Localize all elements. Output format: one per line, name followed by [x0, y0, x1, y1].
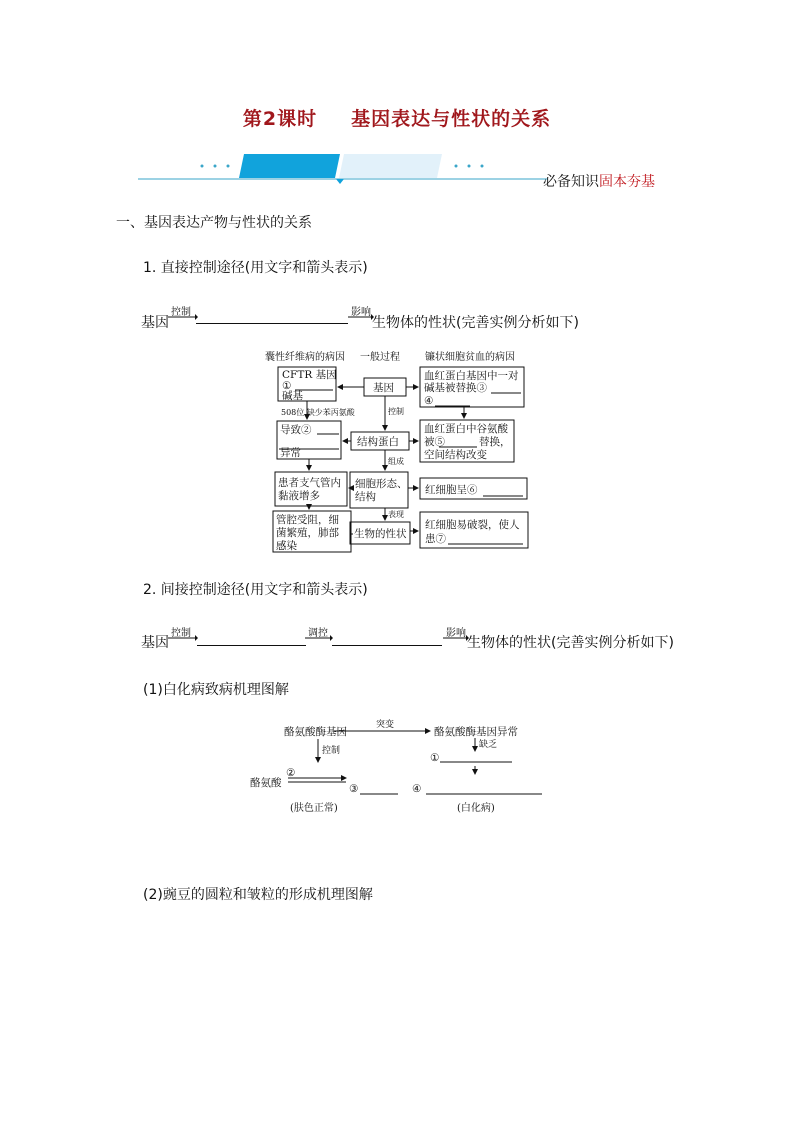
control-label-2: 控制 — [322, 746, 341, 756]
col-mid-label: 一般过程 — [360, 352, 400, 363]
glu-text-1: 血红蛋白中谷氨酸 — [424, 423, 508, 435]
item2-start: 基因 — [141, 635, 169, 651]
item2-blank-1 — [197, 645, 306, 646]
blank-6: 红细胞呈⑥ — [425, 484, 478, 496]
albino-blank-4: ④ — [412, 783, 422, 795]
lack-label: 缺乏 — [479, 740, 498, 750]
item2-arrow3-label: 影响 — [446, 628, 466, 639]
cftr-gene-text: CFTR 基因 — [282, 369, 337, 381]
blank-7: 患⑦ — [425, 533, 446, 545]
item1-end: 生物体的性状(完善实例分析如下) — [372, 315, 579, 331]
item2-end: 生物体的性状(完善实例分析如下) — [467, 635, 674, 651]
item2-label: 2. 间接控制途径(用文字和箭头表示) — [143, 582, 368, 598]
item2-arrow1-label: 控制 — [171, 628, 191, 639]
blank-2: 导致② — [280, 424, 312, 436]
control-label: 控制 — [388, 407, 404, 416]
albinism-diagram — [250, 716, 550, 816]
rupture-text-1: 红细胞易破裂，使人 — [425, 519, 520, 531]
tyrosine-text: 酪氨酸 — [250, 777, 282, 789]
item2-arrow1 — [168, 634, 198, 642]
lung-text-3: 感染 — [276, 540, 297, 552]
glu-text-3: 空间结构改变 — [424, 449, 487, 461]
item2-blank-2 — [332, 645, 442, 646]
cell-text-1: 细胞形态、 — [355, 478, 408, 490]
glu-replace: 替换， — [479, 436, 511, 448]
blank-5: 被⑤ — [424, 436, 445, 448]
banner-label: 必备知识固本夯基 — [543, 174, 655, 190]
item2-arrow3 — [443, 634, 469, 642]
compose-label: 组成 — [388, 457, 404, 466]
pea-label: (2)豌豆的圆粒和皱粒的形成机理图解 — [143, 887, 373, 903]
express-label: 表现 — [388, 510, 404, 519]
blank-3: 碱基被替换③ — [424, 382, 487, 394]
col-left-label: 囊性纤维病的病因 — [265, 352, 345, 363]
albinism-label: (1)白化病致病机理图解 — [143, 682, 289, 698]
lung-text-1: 管腔受阻，细 — [276, 514, 339, 526]
patient-text-1: 患者支气管内 — [278, 477, 341, 489]
gene-text: 基因 — [373, 382, 394, 394]
gene-abnormal: 酪氨酸酶基因异常 — [434, 726, 518, 738]
item1-arrow1-label: 控制 — [171, 307, 191, 318]
blank-4: ④ — [424, 395, 434, 407]
section-banner — [138, 150, 548, 190]
item1-arrow2 — [348, 313, 374, 321]
page-title — [0, 104, 794, 131]
item1-arrow1 — [168, 313, 198, 321]
cftr-base-text: 碱基 — [282, 390, 303, 402]
mutation-label: 突变 — [376, 720, 395, 730]
lung-text-2: 菌繁殖，肺部 — [276, 527, 339, 539]
tyrosinase-gene: 酪氨酸酶基因 — [284, 726, 347, 738]
albino-label: (白化病) — [457, 803, 495, 814]
hb-text-1: 血红蛋白基因中一对 — [424, 370, 519, 382]
albino-blank-1: ① — [430, 752, 440, 764]
item2-arrow2-label: 调控 — [308, 628, 328, 639]
protein-text: 结构蛋白 — [357, 436, 399, 448]
item2-arrow2 — [305, 634, 333, 642]
item1-label: 1. 直接控制途径(用文字和箭头表示) — [143, 260, 368, 276]
item1-arrow2-label: 影响 — [351, 307, 371, 318]
cause-abnormal: 异常 — [280, 447, 301, 459]
item1-blank — [196, 323, 348, 324]
albino-blank-3: ③ — [349, 783, 359, 795]
loss-label: 508位 缺少苯丙氨酸 — [281, 408, 355, 417]
patient-text-2: 黏液增多 — [278, 490, 320, 502]
blank-1: ① — [282, 380, 292, 392]
normal-skin-label: (肤色正常) — [290, 803, 338, 814]
direct-control-diagram — [265, 348, 540, 556]
item1-start: 基因 — [141, 315, 169, 331]
albino-blank-2: ② — [286, 767, 296, 779]
cell-text-2: 结构 — [355, 491, 376, 503]
col-right-label: 镰状细胞贫血的病因 — [425, 352, 515, 363]
lesson-title: 基因表达与性状的关系 — [351, 108, 552, 130]
section-heading: 一、基因表达产物与性状的关系 — [116, 215, 312, 231]
lesson-number: 第2课时 — [242, 108, 318, 130]
trait-text: 生物的性状 — [354, 528, 407, 540]
